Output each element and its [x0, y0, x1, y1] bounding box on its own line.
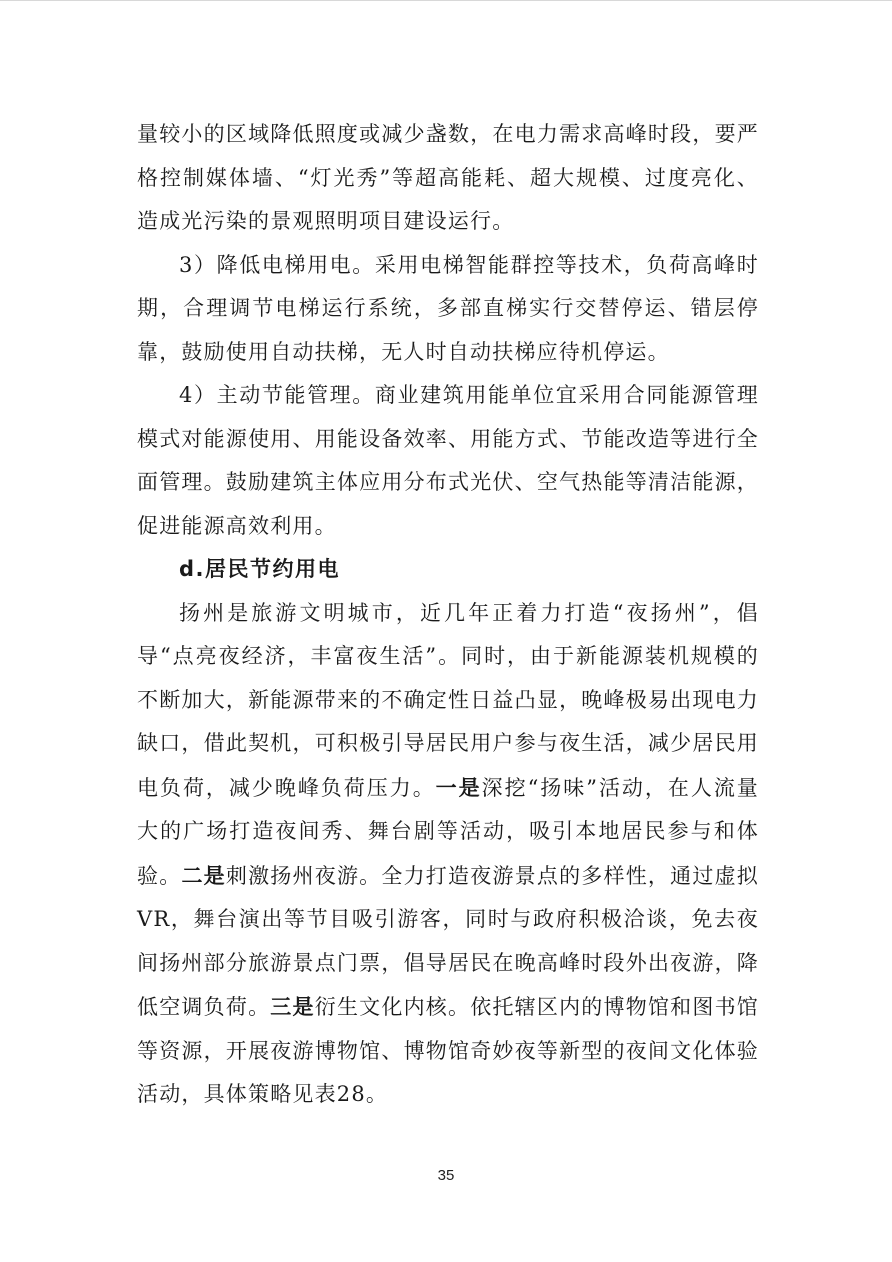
energy-management-item-paragraph: 4）主动节能管理。商业建筑用能单位宜采用合同能源管理模式对能源使用、用能设备效率、用能方式、节能改造等进行全面管理。鼓励建筑主体应用分布式光伏、空气热能等清洁能源，促进能源高效利用。: [137, 383, 759, 538]
first-label: 一是: [435, 774, 482, 800]
second-text: 刺激扬州夜游。全力打造夜游景点的多样性，通过虚拟VR，舞台演出等节目吸引游客，同时与政府积极洽谈，免去夜间扬州部分旅游景点门票，倡导居民在晚高峰时段外出夜游，降低空调负荷。: [137, 863, 759, 1019]
resident-intro: 扬州是旅游文明城市，近几年正着力打造“夜扬州”，倡导“点亮夜经济，丰富夜生活”。同时，由于新能源装机规模的不断加大，新能源带来的不确定性日益凸显，晚峰极易出现电力缺口，借此契机，可积极引导居民用户参与夜生活，减少居民用电负荷，减少晚峰负荷压力。: [137, 600, 759, 800]
third-label: 三是: [270, 994, 315, 1019]
document-body: [137, 113, 759, 1117]
second-label: 二是: [181, 862, 226, 888]
resident-paragraph: [137, 592, 759, 1117]
third-text: 衍生文化内核。依托辖区内的博物馆和图书馆等资源，开展夜游博物馆、博物馆奇妙夜等新型的夜间文化体验活动，具体策略见表28。: [137, 995, 760, 1106]
first-text: 深挖“扬味”活动，在人流量大的广场打造夜间秀、舞台剧等活动，吸引本地居民参与和体验。: [137, 775, 759, 888]
continuation-paragraph: 量较小的区域降低照度或减少盏数，在电力需求高峰时段，要严格控制媒体墙、“灯光秀”等超高能耗、超大规模、过度亮化、造成光污染的景观照明项目建设运行。: [137, 122, 759, 233]
page-number: 35: [437, 1167, 455, 1184]
elevator-item-paragraph: 3）降低电梯用电。采用电梯智能群控等技术，负荷高峰时期，合理调节电梯运行系统，多部直梯实行交替停运、错层停靠，鼓励使用自动扶梯，无人时自动扶梯应待机停运。: [137, 252, 759, 364]
section-heading: d.居民节约用电: [179, 557, 341, 581]
